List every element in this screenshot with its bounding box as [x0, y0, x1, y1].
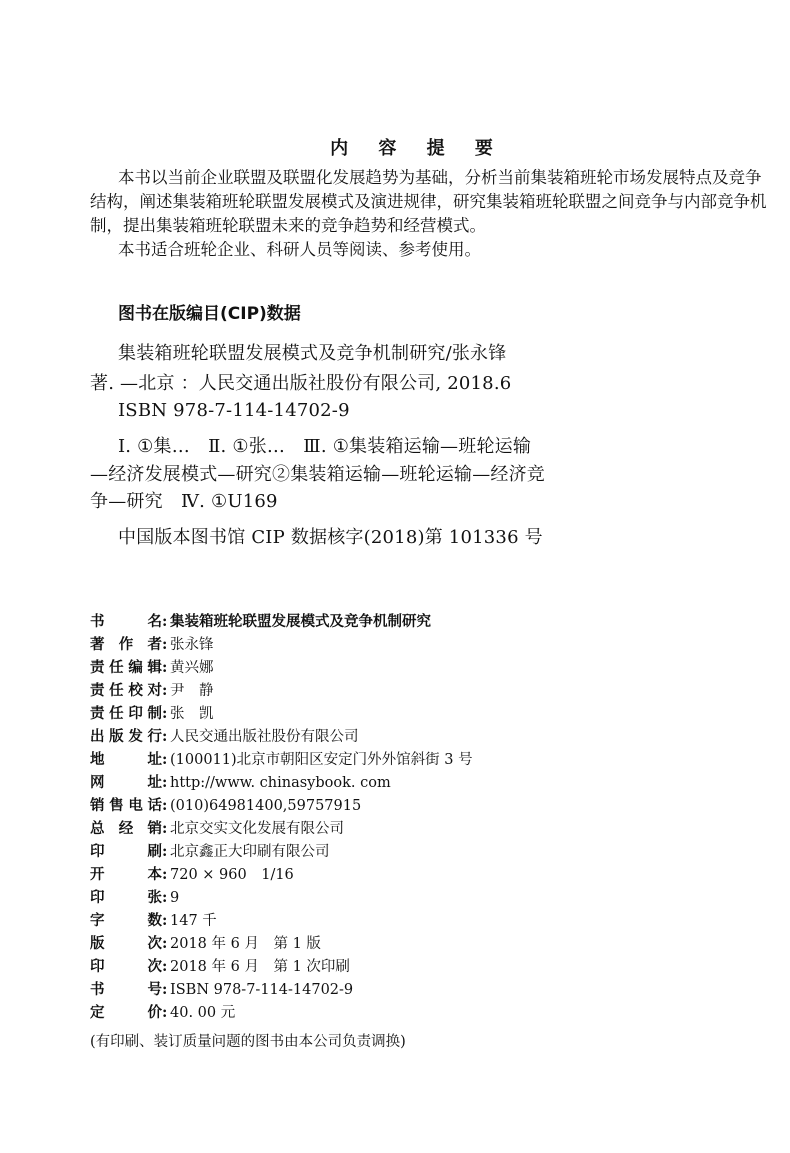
- colophon-separator: :: [162, 866, 168, 883]
- colophon-label: 书 名: [90, 614, 162, 630]
- cip-line-2: 著. —北京 ：人民交通出版社股份有限公司, 2018.6: [90, 373, 512, 394]
- colophon-label: 总 经 销: [90, 821, 162, 837]
- colophon-label: 出版发行: [90, 729, 162, 745]
- publisher-website: http://www. chinasybook. com: [170, 775, 391, 791]
- colophon-separator: :: [162, 751, 168, 768]
- author-name: 张永锋: [170, 637, 214, 653]
- colophon-label: 责任校对: [90, 683, 162, 699]
- distributor-name: 北京交实文化发展有限公司: [170, 821, 344, 837]
- colophon-row-isbn: [90, 979, 353, 1001]
- colophon-label: 印 张: [90, 890, 162, 906]
- colophon-separator: :: [162, 705, 168, 722]
- colophon-row-proofreader: [90, 680, 214, 702]
- colophon-label: 印 刷: [90, 844, 162, 860]
- colophon-row-print-supervisor: [90, 703, 214, 725]
- cip-isbn: ISBN 978-7-114-14702-9: [118, 400, 350, 421]
- edition: 2018 年 6 月 第 1 版: [170, 936, 321, 952]
- abstract-line-1: 本书以当前企业联盟及联盟化发展趋势为基础，分析当前集装箱班轮市场发展特点及竞争: [118, 168, 762, 187]
- colophon-label: 印 次: [90, 959, 162, 975]
- colophon-separator: :: [162, 958, 168, 975]
- proofreader-name: 尹 静: [170, 683, 214, 699]
- cip-heading: 图书在版编目(CIP)数据: [118, 304, 301, 324]
- colophon-separator: :: [162, 728, 168, 745]
- publisher-address: (100011)北京市朝阳区安定门外外馆斜街 3 号: [170, 752, 473, 768]
- abstract-line-2: 结构，阐述集装箱班轮联盟发展模式及演进规律，研究集装箱班轮联盟之间竞争与内部竞争机: [90, 192, 767, 211]
- cip-line-5: —经济发展模式—研究②集装箱运输—班轮运输—经济竞: [90, 464, 545, 485]
- colophon-separator: :: [162, 981, 168, 998]
- cip-line-4: Ⅰ. ①集… Ⅱ. ①张… Ⅲ. ①集装箱运输—班轮运输: [118, 436, 532, 457]
- colophon-row-website: [90, 772, 391, 794]
- publisher-name: 人民交通出版社股份有限公司: [170, 729, 359, 745]
- abstract-title: 内 容 提 要: [330, 138, 505, 159]
- colophon-label: 版 次: [90, 936, 162, 952]
- cip-line-1: 集装箱班轮联盟发展模式及竞争机制研究/张永锋: [118, 343, 507, 364]
- colophon-row-distributor: [90, 818, 344, 840]
- colophon-row-printer: [90, 841, 330, 863]
- colophon-separator: :: [162, 935, 168, 952]
- colophon-row-sheets: [90, 887, 179, 909]
- impression: 2018 年 6 月 第 1 次印刷: [170, 959, 350, 975]
- price: 40. 00 元: [170, 1005, 236, 1021]
- cip-line-6: 争—研究 Ⅳ. ①U169: [90, 491, 278, 512]
- colophon-row-title: [90, 611, 431, 633]
- colophon-label: 著 作 者: [90, 637, 162, 653]
- colophon-label: 责任编辑: [90, 660, 162, 676]
- colophon-separator: :: [162, 613, 168, 630]
- colophon-row-format: [90, 864, 294, 886]
- colophon-label: 网 址: [90, 775, 162, 791]
- colophon-label: 地 址: [90, 752, 162, 768]
- sales-phone: (010)64981400,59757915: [170, 798, 362, 814]
- colophon-row-publisher: [90, 726, 359, 748]
- abstract-line-3: 制，提出集装箱班轮联盟未来的竞争趋势和经营模式。: [90, 216, 486, 235]
- colophon-row-editor: [90, 657, 214, 679]
- colophon-label: 责任印制: [90, 706, 162, 722]
- colophon-row-edition: [90, 933, 321, 955]
- colophon-row-sales-phone: [90, 795, 361, 817]
- quality-notice: (有印刷、装订质量问题的图书由本公司负责调换): [90, 1034, 406, 1050]
- isbn: ISBN 978-7-114-14702-9: [170, 982, 354, 998]
- colophon-separator: :: [162, 889, 168, 906]
- book-format: 720 × 960 1/16: [170, 867, 294, 883]
- word-count: 147 千: [170, 913, 217, 929]
- colophon-separator: :: [162, 797, 168, 814]
- print-supervisor-name: 张 凯: [170, 706, 214, 722]
- colophon-separator: :: [162, 1004, 168, 1021]
- colophon-separator: :: [162, 820, 168, 837]
- colophon-row-price: [90, 1002, 235, 1024]
- colophon-label: 开 本: [90, 867, 162, 883]
- abstract-line-4: 本书适合班轮企业、科研人员等阅读、参考使用。: [118, 240, 481, 259]
- colophon-row-author: [90, 634, 214, 656]
- colophon-separator: :: [162, 843, 168, 860]
- colophon-separator: :: [162, 659, 168, 676]
- colophon-separator: :: [162, 636, 168, 653]
- colophon-label: 字 数: [90, 913, 162, 929]
- colophon-separator: :: [162, 774, 168, 791]
- colophon-row-impression: [90, 956, 350, 978]
- colophon-row-address: [90, 749, 473, 771]
- colophon-label: 书 号: [90, 982, 162, 998]
- colophon-label: 销售电话: [90, 798, 162, 814]
- printer-name: 北京鑫正大印刷有限公司: [170, 844, 330, 860]
- colophon-row-word-count: [90, 910, 217, 932]
- cip-record-number: 中国版本图书馆 CIP 数据核字(2018)第 101336 号: [118, 527, 543, 548]
- printed-sheets: 9: [170, 890, 180, 906]
- editor-name: 黄兴娜: [170, 660, 214, 676]
- colophon-label: 定 价: [90, 1005, 162, 1021]
- colophon-separator: :: [162, 682, 168, 699]
- book-title: 集装箱班轮联盟发展模式及竞争机制研究: [170, 614, 431, 630]
- colophon-separator: :: [162, 912, 168, 929]
